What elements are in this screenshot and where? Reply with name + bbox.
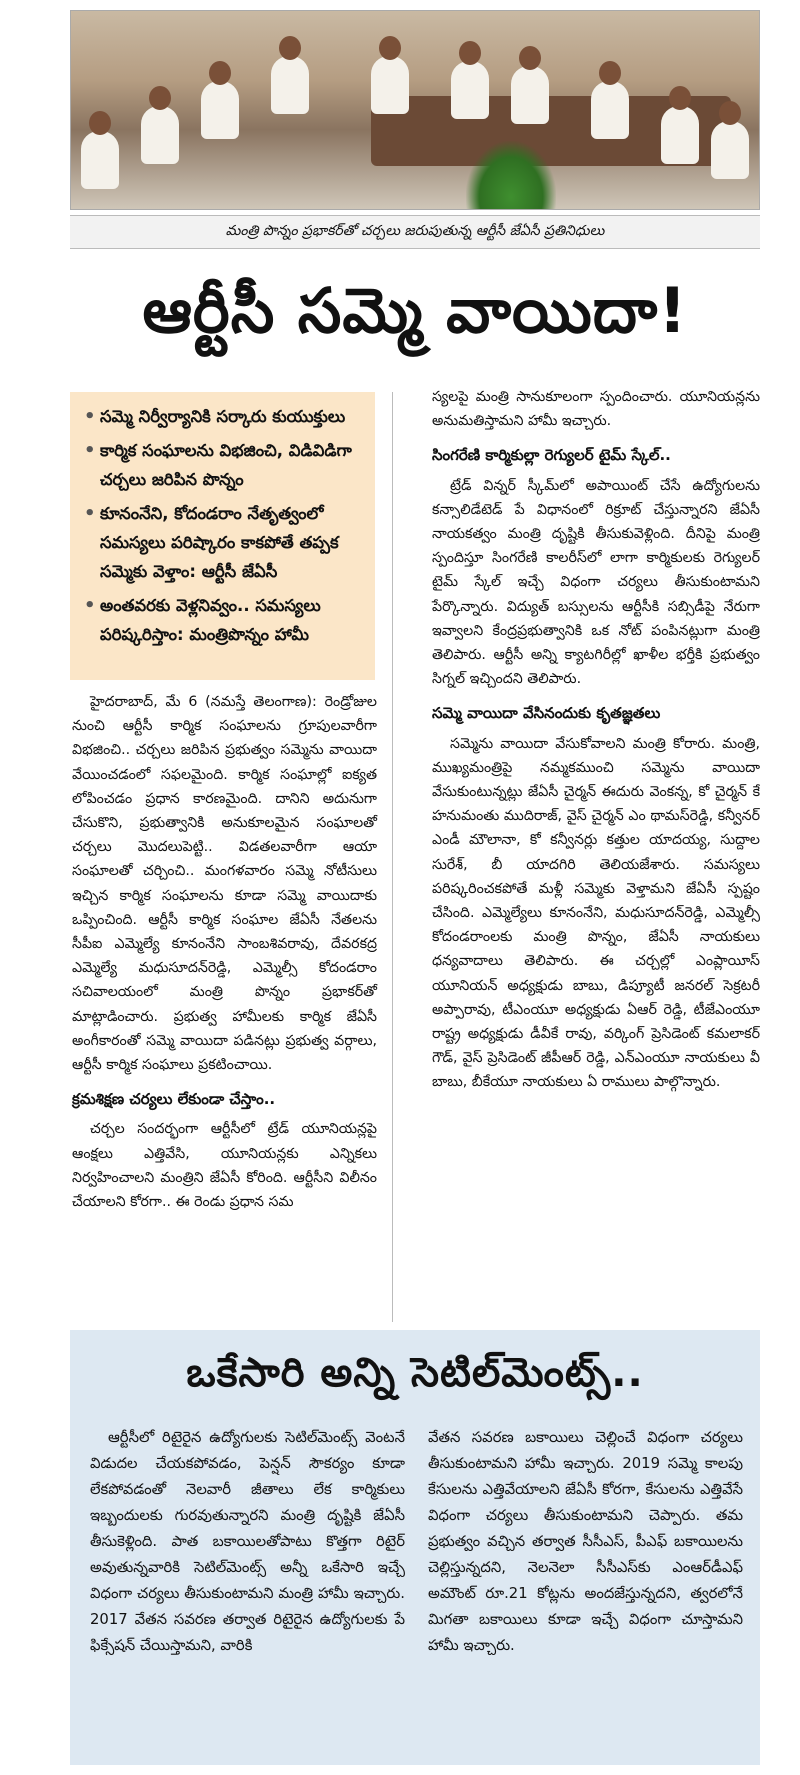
box-right-column <box>428 1425 743 1659</box>
person-figure <box>141 106 179 164</box>
person-head <box>209 61 231 85</box>
person-figure <box>81 131 119 189</box>
person-head <box>719 101 741 125</box>
subheading: సమ్మె వాయిదా వేసినందుకు కృతజ్ఞతలు <box>432 704 661 723</box>
article-left-column <box>72 690 377 1216</box>
photo-caption: మంత్రి పొన్నం ప్రభాకర్‌తో చర్చలు జరుపుతున్న ఆర్టీసీ జేఏసీ ప్రతినిధులు <box>70 215 760 249</box>
column-divider <box>392 392 393 1322</box>
person-head <box>149 86 171 110</box>
person-head <box>669 86 691 110</box>
article-paragraph: సమ్మెను వాయిదా వేసుకోవాలని మంత్రి కోరారు. మంత్రి, ముఖ్యమంత్రిపై నమ్మకముంచి సమ్మెను వాయిదా వేసుకుంటున్నట్లు జేఏసీ చైర్మన్ ఈదురు వెంకన్న, కో చైర్మన్ కే హనుమంతు ముదిరాజ్, వైస్ చైర్మన్ ఎం థామస్‌రెడ్డి, కన్వీనర్ ఎండీ మౌలానా, కో కన్వీనర్లు కత్తుల యాదయ్య, సుద్దాల సురేశ్, బీ యాదగిరి తెలియజేశారు. సమస్యలు పరిష్కరించకపోతే మళ్లీ సమ్మెకు వెళ్తామని జేఏసీ స్పష్టం చేసింది. ఎమ్మెల్యేలు కూనంనేని, మధుసూదన్‌రెడ్డి, ఎమ్మెల్సీ కోదండరాంలకు మంత్రి పొన్నం, జేఏసీ నాయకులు ధన్యవాదాలు తెలిపారు. ఈ చర్చల్లో ఎంప్లాయీస్ యూనియన్ అధ్యక్షుడు బాబు, డిప్యూటీ జనరల్ సెక్రటరీ అప్పారావు, టీఎంయూ అధ్యక్షుడు ఏఆర్ రెడ్డి, టీజేఎంయూ రాష్ట్ర అధ్యక్షుడు డీవీకే రావు, వర్కింగ్ ప్రెసిడెంట్ కమలాకర్ గౌడ్, వైస్ ప్రెసిడెంట్ జీపీఆర్ రెడ్డి, ఎన్ఎంయూ నాయకులు వీ బాబు, బీకేయూ నాయకులు ఏ రాములు పాల్గొన్నారు. <box>432 735 760 1091</box>
person-figure <box>511 66 549 124</box>
person-head <box>519 46 541 70</box>
person-figure <box>591 81 629 139</box>
highlights-box <box>70 392 375 680</box>
highlight-item: • కూనంనేని, కోదండరాం నేతృత్వంలో సమస్యలు పరిష్కారం కాకపోతే తప్పక సమ్మెకు వెళ్తాం: ఆర్టీసీ జేఏసీ <box>82 499 365 586</box>
person-head <box>599 61 621 85</box>
highlight-item: • సమ్మె నిర్వీర్యానికి సర్కారు కుయుక్తులు <box>82 402 365 431</box>
box-left-column <box>90 1425 405 1659</box>
headline: ఆర్టీసీ సమ్మె వాయిదా! <box>142 274 688 347</box>
box-paragraph: వేతన సవరణ బకాయిలు చెల్లించే విధంగా చర్యలు తీసుకుంటామని హామీ ఇచ్చారు. 2019 సమ్మె కాలపు కేసులను ఎత్తివేయాలని జేఏసీ కోరగా, కేసులను ఎత్తివేసే విధంగా చర్యలు తీసుకుంటామని చెప్పారు. తమ ప్రభుత్వం వచ్చిన తర్వాత సీసీఎస్, పీఎఫ్ బకాయిలను చెల్లిస్తున్నదని, నెలనెలా సీసీఎస్‌కు ఎంఆర్‌డీఎఫ్ అమౌంట్ రూ.21 కోట్లను అందజేస్తున్నదని, త్వరలోనే మిగతా బకాయిలు కూడా ఇచ్చే విధంగా చూస్తామని హామీ ఇచ్చారు. <box>428 1429 743 1654</box>
box-title: ఒకేసారి అన్ని సెటిల్‌మెంట్స్.. <box>186 1350 644 1396</box>
person-head <box>459 41 481 65</box>
article-paragraph: హైదరాబాద్, మే 6 (నమస్తే తెలంగాణ): రెండ్రోజుల నుంచి ఆర్టీసీ కార్మిక సంఘాలను గ్రూపులవారీగా విభజించి.. చర్చలు జరిపిన ప్రభుత్వం సమ్మెను వాయిదా వేయించడంలో సఫలమైంది. కార్మిక సంఘాల్లో ఐక్యత లోపించడం ప్రధాన కారణమైంది. దానిని అదునుగా చేసుకొని, ప్రభుత్వానికి అనుకూలమైన సంఘాలతో చర్చలు మొదలుపెట్టి.. విడతలవారీగా ఆయా సంఘాలతో చర్చించి.. మంగళవారం సమ్మె నోటీసులు ఇచ్చిన కార్మిక సంఘాలను కూడా సమ్మె వాయిదాకు ఒప్పించింది. ఆర్టీసీ కార్మిక సంఘాల జేఏసీ నేతలను సీపీఐ ఎమ్మెల్యే కూనంనేని సాంబశివరావు, దేవరకద్ర ఎమ్మెల్యే మధుసూదన్‌రెడ్డి, ఎమ్మెల్సీ కోదండరాం సచివాలయంలో మంత్రి పొన్నం ప్రభాకర్‌తో మాట్లాడించారు. ప్రభుత్వ హామీలకు కార్మిక జేఏసీ అంగీకారంతో సమ్మె వాయిదా పడినట్లు ప్రభుత్వ వర్గాలు, ఆర్టీసీ కార్మిక సంఘాలు ప్రకటించాయి. <box>72 694 377 1074</box>
person-figure <box>451 61 489 119</box>
article-right-column <box>432 385 760 1097</box>
person-head <box>89 111 111 135</box>
subheading: సింగరేణి కార్మికుల్లా రెగ్యులర్ టైమ్ స్కేల్.. <box>432 446 671 465</box>
article-paragraph: ట్రేడ్ విన్నర్ స్కీమ్‌లో అపాయింట్ చేసే ఉద్యోగులను కన్సాలిడేటెడ్ పే విధానంలో రిక్రూట్ చేస్తున్నారని జేఏసీ నాయకత్వం మంత్రి దృష్టికి తీసుకువెళ్లింది. దీనిపై మంత్రి స్పందిస్తూ సింగరేణి కాలరీస్‌లో లాగా కార్మికులకు రెగ్యులర్ టైమ్ స్కేల్ ఇచ్చే విధంగా చర్యలు తీసుకుంటామని పేర్కొన్నారు. విద్యుత్ బస్సులను ఆర్టీసీకి సబ్సిడీపై నేరుగా ఇవ్వాలని కేంద్రప్రభుత్వానికి ఒక నోట్ పంపినట్లుగా మంత్రి తెలిపారు. ఆర్టీసీ అన్ని క్యాటగిరీల్లో ఖాళీల భర్తీకి ప్రభుత్వం సిగ్నల్ ఇచ్చిందని తెలిపారు. <box>432 477 760 688</box>
highlights-list <box>82 402 365 649</box>
article-paragraph: చర్చల సందర్భంగా ఆర్టీసీలో ట్రేడ్ యూనియన్లపై ఆంక్షలు ఎత్తివేసి, యూనియన్లకు ఎన్నికలు నిర్వహించాలని మంత్రిని జేఏసీ కోరింది. ఆర్టీసీని విలీనం చేయాలని కోరగా.. ఈ రెండు ప్రధాన సమ <box>72 1121 377 1211</box>
highlight-item: • కార్మిక సంఘాలను విభజించి, విడివిడిగా చర్చలు జరిపిన పొన్నం <box>82 436 365 494</box>
meeting-photo <box>70 10 760 210</box>
person-figure <box>271 56 309 114</box>
person-head <box>379 36 401 60</box>
person-figure <box>711 121 749 179</box>
person-head <box>279 36 301 60</box>
box-paragraph: ఆర్టీసీలో రిటైరైన ఉద్యోగులకు సెటిల్‌మెంట్స్ వెంటనే విడుదల చేయకపోవడం, పెన్షన్ సౌకర్యం కూడా లేకపోవడంతో నెలవారీ జీతాలు లేక కార్మికులు ఇబ్బందులకు గురవుతున్నారని మంత్రి దృష్టికి జేఏసీ తీసుకెళ్లింది. పాత బకాయిలతోపాటు కొత్తగా రిటైర్ అవుతున్నవారికి సెటిల్‌మెంట్స్ అన్నీ ఒకేసారి ఇచ్చే విధంగా చర్యలు తీసుకుంటామని మంత్రి హామీ ఇచ్చారు. 2017 వేతన సవరణ తర్వాత రిటైరైన ఉద్యోగులకు పే ఫిక్సేషన్ చేయిస్తామని, వారికి <box>90 1429 405 1654</box>
article-paragraph: స్యలపై మంత్రి సానుకూలంగా స్పందించారు. యూనియన్లను అనుమతిస్తామని హామీ ఇచ్చారు. <box>432 389 760 430</box>
person-figure <box>201 81 239 139</box>
settlements-box <box>70 1330 760 1765</box>
highlight-item: • అంతవరకు వెళ్లనివ్వం.. సమస్యలు పరిష్కరిస్తాం: మంత్రిపొన్నం హామీ <box>82 591 365 649</box>
person-figure <box>661 106 699 164</box>
subheading: క్రమశిక్షణ చర్యలు లేకుండా చేస్తాం.. <box>72 1090 276 1109</box>
person-figure <box>371 56 409 114</box>
plant <box>466 141 556 210</box>
